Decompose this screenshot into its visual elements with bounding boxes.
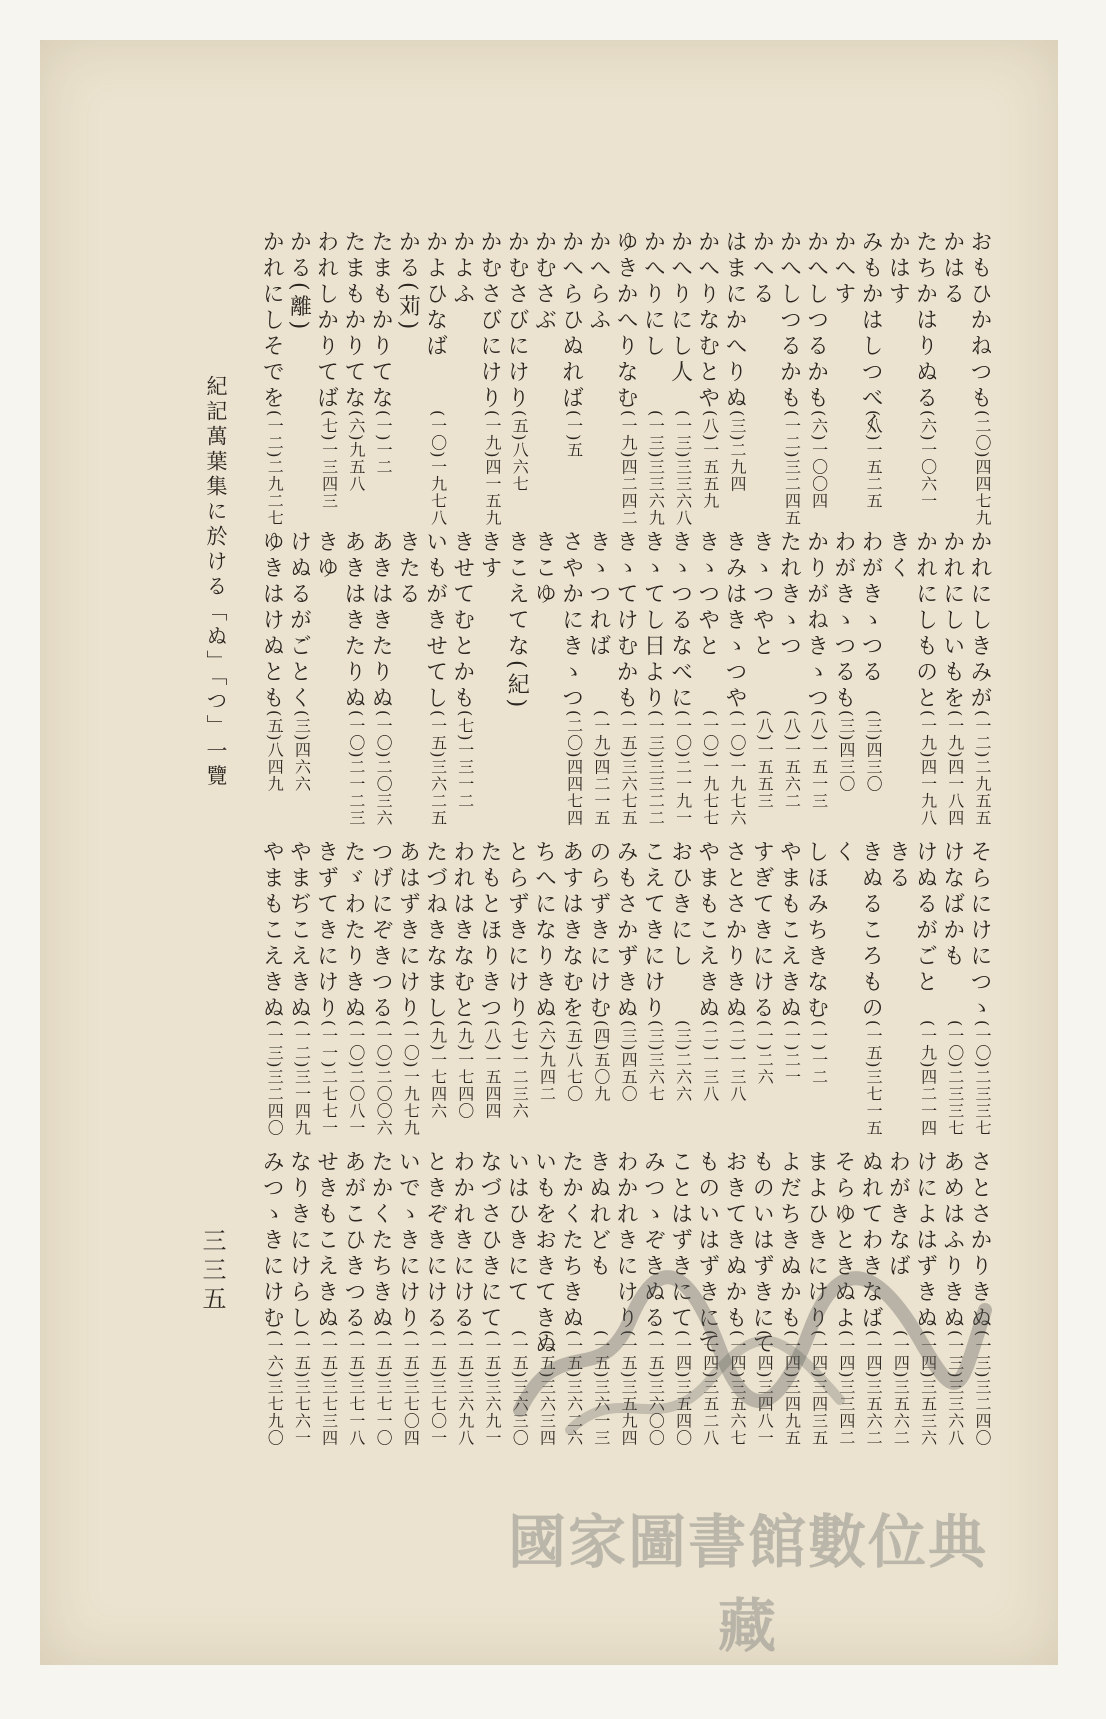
entry-reference: (一五)三六七五	[619, 710, 639, 827]
index-column	[881, 840, 911, 892]
entry-word: く	[830, 840, 856, 866]
entry-reference: (一五)三七〇一	[428, 1330, 448, 1447]
index-column	[936, 840, 965, 1137]
entry-reference: (一五)三六九一	[483, 1330, 502, 1447]
index-column	[255, 230, 285, 527]
index-column	[282, 1150, 312, 1447]
entry-reference: (六)一〇〇四	[809, 410, 829, 510]
entry-reference: (一九)四一八四	[945, 710, 965, 827]
entry-reference: (一四)三四九五	[782, 1330, 802, 1447]
entry-word: すぎてきにける	[749, 840, 775, 1022]
entry-word: いでゝきにけり	[395, 1150, 421, 1332]
index-column	[527, 230, 557, 334]
entry-word: きたる	[395, 530, 421, 608]
entry-word: かよふ	[449, 230, 475, 308]
entry-reference: (一四)三三四二	[836, 1330, 856, 1447]
entry-reference: (一五)三六二五	[428, 710, 448, 827]
entry-reference: (一〇)一九七六	[728, 710, 747, 827]
entry-reference: (一四)三五四〇	[673, 1330, 693, 1447]
entry-word: かる(離)	[286, 230, 312, 334]
entry-word: わかれきにけり	[613, 1150, 639, 1332]
index-column	[446, 530, 475, 810]
index-column	[691, 230, 720, 510]
entry-reference: (一二)三一四九	[292, 1020, 312, 1137]
entry-word: とらずきにけり	[504, 840, 530, 1022]
entry-reference: (一五)三七一〇	[374, 1330, 394, 1447]
entry-reference: (一五)三五九四	[619, 1330, 639, 1447]
index-column	[854, 530, 884, 793]
entry-word: みつゝぞきぬる	[640, 1150, 666, 1332]
entry-reference: (九)一七四六	[428, 1020, 448, 1120]
index-column	[364, 230, 394, 476]
entry-reference: (三)三六七	[646, 1020, 666, 1103]
entry-word: きゝつやと	[694, 530, 720, 660]
entry-reference: (一五)三七一五	[864, 1020, 884, 1137]
entry-word: おもひかねつも	[967, 230, 992, 412]
entry-word: わかれきにける	[449, 1150, 475, 1332]
entry-word: きぬれども	[585, 1150, 611, 1280]
entry-word: やまぢこえきぬ	[286, 840, 312, 1022]
index-column	[582, 530, 611, 827]
index-column	[963, 840, 992, 1137]
entry-word: さとさかりきぬ	[967, 1150, 992, 1332]
entry-word: きす	[477, 530, 502, 582]
entry-reference: (一五)三七六一	[292, 1330, 312, 1447]
entry-word: そらゆときぬよ	[830, 1150, 856, 1332]
entry-word: かむさびにけり	[504, 230, 530, 412]
entry-reference: (一九)四一九八	[918, 710, 938, 827]
entry-word: われしかりてば	[313, 230, 339, 412]
entry-word: かへしつるかも	[803, 230, 829, 412]
entry-reference: (四)五〇九	[591, 1020, 611, 1103]
index-column	[582, 230, 609, 334]
entry-word: わがきゝつる	[858, 530, 884, 686]
index-section-2	[255, 530, 990, 830]
entry-word: かむさぶ	[531, 230, 557, 334]
index-column	[337, 840, 366, 1137]
entry-reference: (一九)四二一五	[591, 710, 611, 827]
index-column	[364, 1150, 394, 1447]
entry-word: かへらふ	[585, 230, 611, 334]
entry-word: やまもこえきぬ	[776, 840, 802, 1022]
entry-word: みもかはしつべく	[858, 230, 884, 438]
index-column	[255, 530, 285, 793]
index-column	[745, 530, 775, 810]
entry-reference: (一〇)二〇〇六	[374, 1020, 394, 1137]
index-column	[364, 840, 394, 1137]
index-column	[772, 840, 802, 1086]
index-column	[799, 230, 829, 510]
entry-word: やまもこえきぬ	[259, 840, 285, 1022]
entry-word: われはきなむと	[449, 840, 475, 1022]
index-column	[527, 840, 557, 1103]
entry-word: きゝつれば	[585, 530, 611, 660]
index-column	[309, 230, 339, 510]
entry-reference: (一九)四二一四	[918, 1020, 938, 1137]
entry-word: きく	[885, 530, 911, 582]
index-column	[473, 840, 502, 1120]
entry-reference: (三)二九四	[728, 410, 747, 493]
entry-reference: (二)一三八	[728, 1020, 747, 1103]
index-column	[309, 1150, 339, 1447]
entry-word: いもがきせてし	[422, 530, 448, 712]
index-column	[772, 530, 802, 810]
index-column	[554, 840, 584, 1103]
library-watermark: 國家圖書館數位典藏	[507, 1508, 988, 1660]
entry-word: せきもこえきぬ	[313, 1150, 339, 1332]
entry-word: かれにしいもを	[939, 530, 965, 712]
index-column	[255, 1150, 285, 1447]
entry-word: きみはきゝつや	[722, 530, 747, 712]
entry-reference: (一九)四一五九	[483, 410, 502, 527]
entry-reference: (九)一七四〇	[455, 1020, 475, 1120]
entry-reference: (一五)三六九八	[455, 1330, 475, 1447]
entry-reference: (一〇)二〇三六	[374, 710, 394, 827]
entry-word: きゆ	[313, 530, 339, 582]
entry-reference: (七)一三一二	[455, 710, 475, 810]
index-column	[282, 840, 312, 1137]
entry-word: きこゆ	[531, 530, 557, 608]
entry-reference: (一一)二七七一	[319, 1020, 339, 1137]
entry-reference: (一〇)一九七七	[700, 710, 720, 827]
index-column	[473, 530, 500, 582]
index-column	[936, 230, 963, 308]
entry-word: かれにしきみが	[967, 530, 992, 712]
entry-word: かへす	[830, 230, 856, 308]
index-column	[418, 1150, 448, 1447]
entry-reference: (一六)三七九〇	[265, 1330, 285, 1447]
entry-reference: (六)一〇六一	[918, 410, 938, 510]
index-column	[636, 230, 666, 527]
entry-word: しほみちきなむ	[803, 840, 829, 1022]
entry-reference: (一)一二	[809, 1020, 829, 1086]
entry-word: よだちきぬかも	[776, 1150, 802, 1332]
entry-word: やまもこえきぬ	[694, 840, 720, 1022]
entry-reference: (七)一二三六	[510, 1020, 530, 1120]
entry-word: たれきゝつ	[776, 530, 802, 660]
index-column	[609, 530, 639, 827]
entry-reference: (一四)三四三五	[809, 1330, 829, 1447]
entry-reference: (一五)三七一八	[346, 1330, 366, 1447]
entry-word: みもさかずきぬ	[613, 840, 639, 1022]
entry-word: なりきにけらし	[286, 1150, 312, 1332]
entry-reference: (一三)三二四〇	[265, 1020, 285, 1137]
entry-word: あはずきにけり	[395, 840, 421, 1022]
index-column	[418, 840, 448, 1120]
entry-reference: (三)四三〇	[864, 710, 884, 793]
index-column	[446, 230, 473, 308]
entry-word: かへりなむとや	[694, 230, 720, 412]
entry-word: あすはきなむを	[558, 840, 584, 1022]
entry-word: ゆきかへりなむ	[613, 230, 639, 412]
entry-word: きずてきにけり	[313, 840, 339, 1022]
entry-reference: (一〇)二三三七	[973, 1020, 992, 1137]
entry-word: そらにけにつゝ	[967, 840, 992, 1022]
index-column	[391, 230, 421, 334]
index-column	[309, 530, 339, 582]
entry-reference: (一)二一	[782, 1020, 802, 1086]
entry-reference: (一五)三六三〇	[510, 1330, 530, 1447]
entry-word: きせてむとかも	[449, 530, 475, 712]
index-column	[745, 840, 775, 1086]
entry-word: つげにぞきつる	[368, 840, 394, 1022]
entry-word: たづねきなまし	[422, 840, 448, 1022]
entry-reference: (一)五	[564, 410, 584, 459]
entry-reference: (一三)三二四〇	[973, 1330, 992, 1447]
index-column	[799, 530, 829, 810]
entry-word: さやかにきゝつ	[558, 530, 584, 712]
entry-word: あきはきたりぬ	[340, 530, 366, 712]
entry-word: たかくたちきぬ	[368, 1150, 394, 1332]
entry-reference: (一二)三二四五	[782, 410, 802, 527]
index-column	[337, 1150, 366, 1447]
index-column	[718, 530, 747, 827]
index-column	[636, 840, 666, 1103]
entry-word: かる(苅)	[395, 230, 421, 334]
entry-word: ときぞきにける	[422, 1150, 448, 1332]
entry-reference: (二〇)四四七四	[564, 710, 584, 827]
index-column	[473, 230, 502, 527]
entry-reference: (二〇)四四七九	[973, 410, 992, 527]
entry-word: はまにかへりぬ	[722, 230, 747, 412]
entry-reference: (三)四五〇	[619, 1020, 639, 1103]
entry-reference: (一二)二九五五	[973, 710, 992, 827]
entry-word: あめはふりきぬ	[939, 1150, 965, 1332]
index-column	[827, 840, 854, 866]
index-column	[418, 530, 448, 827]
entry-reference: (一〇)一九七九	[401, 1020, 421, 1137]
index-column	[963, 530, 992, 827]
index-column	[663, 230, 693, 527]
entry-word: かよひなば	[422, 230, 448, 360]
entry-word: あがこひきつる	[340, 1150, 366, 1332]
entry-reference: (一四)三五三六	[918, 1330, 938, 1447]
entry-word: かへりにし	[640, 230, 666, 360]
entry-reference: (一二)二九二七	[265, 410, 285, 527]
entry-word: いはひきにて	[504, 1150, 530, 1306]
index-column	[337, 530, 366, 827]
entry-reference: (一九)四二四二	[619, 410, 639, 527]
entry-word: かへらひぬれば	[558, 230, 584, 412]
entry-reference: (一四)三五六七	[728, 1330, 747, 1447]
entry-reference: (一〇)二一二三	[346, 710, 366, 827]
entry-word: ものいはずきにて	[694, 1150, 720, 1358]
index-column	[908, 530, 938, 827]
entry-reference: (八)一五一三	[809, 710, 829, 810]
index-section-3	[255, 840, 990, 1140]
handwritten-seal-mark	[480, 1210, 1000, 1470]
index-column	[772, 230, 802, 527]
entry-word: たもとほりきつ	[477, 840, 502, 1022]
entry-word: きゝてし日より	[640, 530, 666, 712]
entry-reference: (一四)三五二八	[700, 1330, 720, 1447]
index-column	[881, 230, 911, 308]
entry-reference: (一五)三七〇四	[401, 1330, 421, 1447]
page-number: 三三五	[198, 1228, 226, 1315]
entry-word: かへりにし人	[667, 230, 693, 386]
entry-reference: (五)八七〇	[564, 1020, 584, 1103]
index-column	[963, 230, 992, 527]
entry-reference: (一)一二	[374, 410, 394, 476]
entry-word: けなばかも	[939, 840, 965, 970]
index-column	[663, 840, 693, 1103]
entry-reference: (三)四三〇	[836, 710, 856, 793]
page-title: 紀記萬葉集に於ける「ぬ」「つ」一覽	[204, 375, 228, 790]
entry-word: きゝつるなべに	[667, 530, 693, 712]
index-column	[908, 230, 938, 510]
entry-reference: (一)二六	[755, 1020, 775, 1086]
entry-word: ゆきはけぬとも	[259, 530, 285, 712]
entry-reference: (一三)三三六九	[646, 410, 666, 527]
index-column	[908, 840, 938, 1137]
index-column	[827, 230, 854, 308]
entry-reference: (八)一五六二	[782, 710, 802, 810]
entry-word: きゝつやと	[749, 530, 775, 660]
entry-word: きこえてな(紀)	[504, 530, 530, 712]
index-column	[582, 840, 611, 1103]
entry-word: まよひきにけり	[803, 1150, 829, 1332]
entry-word: おきてきぬかも	[722, 1150, 747, 1332]
entry-reference: (六)九五八	[346, 410, 366, 493]
index-column	[418, 230, 448, 527]
entry-reference: (八)一五五九	[700, 410, 720, 510]
entry-reference: (一五)三七三四	[319, 1330, 339, 1447]
entry-reference: (一四)三五六二	[891, 1330, 911, 1447]
entry-reference: (八)一五五三	[755, 710, 775, 810]
index-column	[854, 230, 884, 510]
entry-word: かれにしものと	[912, 530, 938, 712]
entry-word: かはる	[939, 230, 965, 308]
index-column	[609, 230, 639, 527]
index-column	[554, 530, 584, 827]
index-column	[282, 230, 312, 334]
index-column	[391, 1150, 421, 1447]
index-column	[309, 840, 339, 1137]
index-column	[663, 530, 693, 827]
entry-reference: (一〇)一九七八	[428, 410, 448, 527]
entry-word: ちへになりきぬ	[531, 840, 557, 1022]
entry-word: みつゝきにけむ	[259, 1150, 285, 1332]
entry-reference: (七)一三四三	[319, 410, 339, 510]
entry-word: けぬるがごとく	[286, 530, 312, 712]
entry-reference: (三)四六六	[292, 710, 312, 793]
entry-word: たちかはりぬる	[912, 230, 938, 412]
index-column	[364, 530, 394, 827]
entry-reference: (一三)三三二二	[646, 710, 666, 827]
index-column	[799, 840, 829, 1086]
index-column	[391, 530, 421, 608]
index-column	[255, 840, 285, 1137]
index-column	[745, 230, 775, 308]
entry-word: のらずきにけむ	[585, 840, 611, 1022]
index-column	[881, 530, 911, 582]
entry-reference: (六)九四二	[537, 1020, 557, 1103]
entry-word: わがきゝつるも	[830, 530, 856, 712]
entry-word: さとさかりきぬ	[722, 840, 747, 1022]
entry-reference: (一〇)二〇八一	[346, 1020, 366, 1137]
entry-word: かれにしそでを	[259, 230, 285, 412]
entry-word: かへる	[749, 230, 775, 308]
entry-reference: (三)二六六	[673, 1020, 693, 1103]
entry-word: きぬるころもの	[858, 840, 884, 1022]
index-column	[691, 530, 720, 827]
index-column	[500, 530, 530, 712]
entry-word: たまもかりてな	[340, 230, 366, 412]
index-column	[446, 840, 475, 1120]
entry-word: おひきにし	[667, 840, 693, 970]
entry-word: かへしつるかも	[776, 230, 802, 412]
entry-word: いもをおきてきぬ	[531, 1150, 557, 1358]
entry-word: ぬれてわきなば	[858, 1150, 884, 1332]
index-column	[337, 230, 366, 493]
entry-word: たまもかりてな	[368, 230, 394, 412]
scanned-page	[40, 40, 1058, 1665]
entry-reference: (五)八六七	[510, 410, 530, 493]
entry-reference: (一四)三五六二	[864, 1330, 884, 1447]
entry-word: たかくたちきぬ	[558, 1150, 584, 1332]
entry-reference: (一三)三三六八	[945, 1330, 965, 1447]
entry-word: かりがねきゝつ	[803, 530, 829, 712]
entry-word: けぬるがごと	[912, 840, 938, 996]
index-column	[827, 530, 856, 793]
index-column	[527, 530, 557, 608]
entry-reference: (一〇)二三三七	[945, 1020, 965, 1137]
entry-word: かむさびにけり	[477, 230, 502, 412]
entry-word: けによはずきぬ	[912, 1150, 938, 1332]
index-column	[554, 230, 584, 459]
index-column	[636, 530, 666, 827]
index-column	[500, 840, 530, 1120]
entry-word: あきはきたりぬ	[368, 530, 394, 712]
entry-reference: (一三)三三六八	[673, 410, 693, 527]
entry-reference: (八)一五四四	[483, 1020, 502, 1120]
entry-word: きゝてけむかも	[613, 530, 639, 712]
entry-word: きる	[885, 840, 911, 892]
entry-reference: (八)一五二五	[864, 410, 884, 510]
index-column	[500, 230, 530, 493]
entry-reference: (一五)三六一三	[591, 1330, 611, 1447]
index-column	[691, 840, 720, 1103]
entry-reference: (一四)三四八一	[755, 1330, 775, 1447]
index-column	[718, 840, 747, 1103]
index-column	[936, 530, 965, 827]
index-column	[446, 1150, 475, 1447]
index-column	[718, 230, 747, 493]
index-column	[854, 840, 884, 1137]
entry-word: こえてきにけり	[640, 840, 666, 1022]
index-column	[391, 840, 421, 1137]
entry-word: なづさひきにて	[477, 1150, 502, 1332]
entry-word: ものいはずきにて	[749, 1150, 775, 1358]
entry-word: わがきなば	[885, 1150, 911, 1280]
entry-reference: (一〇)二一九一	[673, 710, 693, 827]
entry-reference: (一五)三六二六	[564, 1330, 584, 1447]
entry-word: ことはずきにて	[667, 1150, 693, 1332]
entry-word: たゞわたりきぬ	[340, 840, 366, 1022]
entry-reference: (二)一三八	[700, 1020, 720, 1103]
entry-reference: (一五)三六三四	[537, 1330, 557, 1447]
index-column	[609, 840, 639, 1103]
index-column	[282, 530, 312, 793]
entry-word: かはす	[885, 230, 911, 308]
entry-reference: (一五)三六〇〇	[646, 1330, 666, 1447]
entry-reference: (五)八四九	[265, 710, 285, 793]
